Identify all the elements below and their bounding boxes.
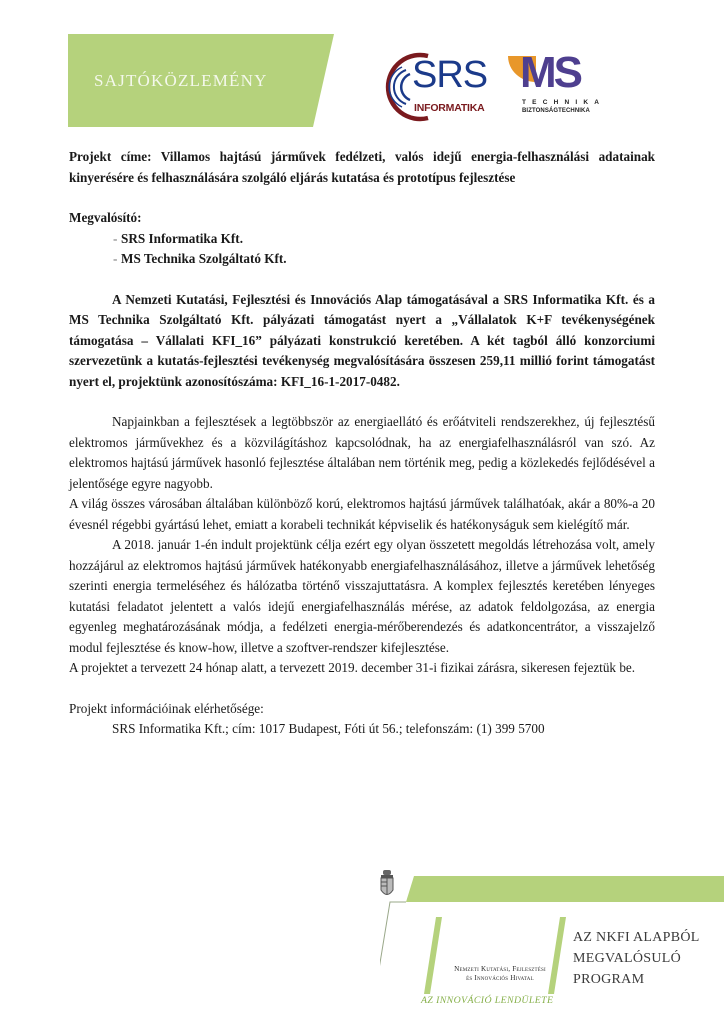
ms-logo-technika: TECHNIKA <box>522 99 606 106</box>
banner-title: SAJTÓKÖZLEMÉNY <box>94 71 268 90</box>
paragraph-completion: A projektet a tervezett 24 hónap alatt, a tervezett 2019. december 31-i fizikai zárásra, sikeresen fejeztük be. <box>69 660 636 675</box>
agency-name <box>440 965 560 983</box>
implementer-item <box>69 229 655 250</box>
srs-logo-subtext: INFORMATIKA <box>414 102 485 114</box>
nkfi-footer <box>380 870 724 1024</box>
contact-label: Projekt információinak elérhetősége: <box>69 700 264 716</box>
srs-logo-text: SRS <box>412 54 488 96</box>
press-release-banner <box>68 34 334 127</box>
funding-summary: A Nemzeti Kutatási, Fejlesztési és Innovációs Alap támogatásával a SRS Informatika Kft. és a MS Technika Szolgáltató Kft. pályázati támogatást nyert a „Vállalatok K+F tevékenységének támogatása – Vállalati KFI_16” pályázati konstrukció keretében. A két tagból álló konzorciumi szervezetünk a kutatás-fejlesztési tevékenység megvalósítására összesen 259,11 millió forint támogatást nyert el, projektünk azonosítószáma: KFI_16-1-2017-0482. <box>69 291 655 389</box>
project-title: Projekt címe: Villamos hajtású járművek fedélzeti, valós idejű energia-felhasználási adatainak kinyerésére és felhasználására szolgáló eljárás kutatása és prototípus fejlesztése <box>69 149 655 185</box>
contact-details: SRS Informatika Kft.; cím: 1017 Budapest, Fóti út 56.; telefonszám: (1) 399 5700 <box>112 721 545 736</box>
implementer-name: MS Technika Szolgáltató Kft. <box>121 251 287 266</box>
implementer-label: Megvalósító: <box>69 210 142 225</box>
document-body <box>69 147 655 740</box>
implementer-list <box>69 229 655 270</box>
implementer-item <box>69 249 655 270</box>
agency-slogan: AZ INNOVÁCIÓ LENDÜLETE <box>421 995 554 1006</box>
ms-logo-text: MS <box>520 48 580 97</box>
list-dash: - <box>113 251 118 266</box>
paragraph-vehicles: A világ összes városában általában különböző korú, elektromos hajtású járművek találhatóak, akár a 80%-a 20 évesnél régebbi gyártású lehet, emiatt a korabeli technikát képviselik és hatékonyságuk sem kielégítő már. <box>69 496 655 532</box>
hungarian-coat-of-arms-icon <box>380 870 394 900</box>
program-line1: AZ NKFI ALAPBÓL <box>573 930 700 945</box>
srs-informatika-logo <box>378 52 493 122</box>
agency-name-line2: és Innovációs Hivatal <box>466 974 534 982</box>
implementer-name: SRS Informatika Kft. <box>121 230 243 246</box>
program-line2: MEGVALÓSULÓ <box>573 951 682 966</box>
ms-technika-logo <box>506 48 606 122</box>
list-dash: - <box>113 230 118 246</box>
paragraph-goal: A 2018. január 1-én indult projektünk célja ezért egy olyan összetett megoldás létrehozása volt, amely hozzájárul az elektromos hajtású járművek hatékonyabb energiafelhasználásához, illetve a járművek lehetőség szerinti energia termeléséhez és hálózatba történő visszajuttatásra. A komplex fejlesztés keretében lényeges kutatási feladatot jelentett a valós idejű energiafelhasználás mérése, az adatok feldolgozása, az energia egyenleg meghatározásának módja, a fedélzeti energia-mérőberendezés és adatkoncentrátor, a visszajelző modul fejlesztése és know-how, illetve a szoftver-rendszer kifejlesztése. <box>69 537 655 655</box>
agency-name-line1: Nemzeti Kutatási, Fejlesztési <box>454 965 546 973</box>
paragraph-context: Napjainkban a fejlesztések a legtöbbször az energiaellátó és erőátviteli rendszerekhez, új fejlesztésű elektromos járművekhez és a közvilágításhoz kapcsolódnak, ha az energiafelhasználásról van szó. Az elektromos hajtású járművek hasonló fejlesztése általában nem történik meg, pedig a közlekedés fejlődésével a jelentősége egyre nagyobb. <box>69 414 655 491</box>
nkfi-program-label <box>573 927 700 990</box>
program-line3: PROGRAM <box>573 972 645 987</box>
ms-logo-subtext: BIZTONSÁGTECHNIKA <box>522 108 590 114</box>
